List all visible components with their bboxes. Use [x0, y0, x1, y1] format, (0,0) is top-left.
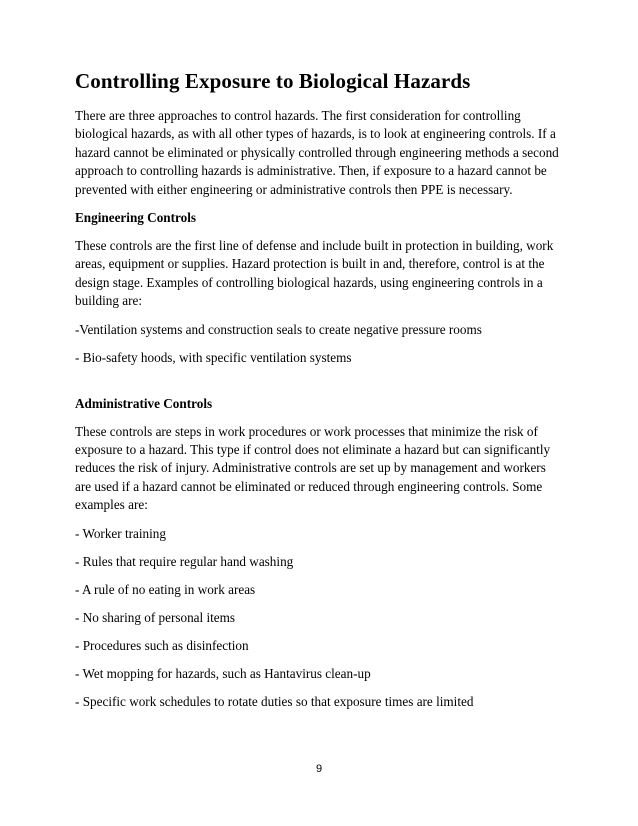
- engineering-controls-paragraph: These controls are the first line of defense and include built in protection in building, work areas, equipment or supplies. Hazard protection is built in and, therefore, control is at the design stage. Examples of controlling biological hazards, using engineering controls in a building are:: [75, 238, 554, 309]
- administrative-list-item: - A rule of no eating in work areas: [75, 581, 256, 597]
- intro-paragraph: There are three approaches to control hazards. The first consideration for controlling biological hazards, as with all other types of hazards, is to look at engineering controls. If a hazard cannot be eliminated or physically controlled through engineering methods a second approach to controlling hazards is administrative. Then, if exposure to a hazard cannot be prevented with either engineering or administrative controls then PPE is necessary.: [75, 108, 559, 197]
- administrative-list-item: - No sharing of personal items: [75, 609, 236, 625]
- administrative-list-item: - Procedures such as disinfection: [75, 637, 249, 653]
- page-content: [75, 68, 565, 721]
- engineering-list-item: -Ventilation systems and construction seals to create negative pressure rooms: [75, 321, 482, 337]
- administrative-controls-heading: Administrative Controls: [75, 395, 213, 411]
- administrative-list-item: - Wet mopping for hazards, such as Hantavirus clean-up: [75, 665, 371, 681]
- administrative-list-item: - Worker training: [75, 525, 166, 541]
- administrative-list-item: - Specific work schedules to rotate duties so that exposure times are limited: [75, 693, 474, 709]
- engineering-controls-heading: Engineering Controls: [75, 210, 197, 226]
- page-number: 9: [315, 763, 323, 775]
- administrative-controls-paragraph: These controls are steps in work procedures or work processes that minimize the risk of exposure to a hazard. This type if control does not eliminate a hazard but can significantly reduces the risk of injury. Administrative controls are set up by management and workers are used if a hazard cannot be eliminated or reduced through engineering controls. Some examples are:: [75, 423, 551, 513]
- section-spacer: [75, 377, 565, 395]
- engineering-list-item: - Bio-safety hoods, with specific ventilation systems: [75, 349, 352, 365]
- administrative-list-item: - Rules that require regular hand washing: [75, 553, 294, 569]
- page-title: Controlling Exposure to Biological Hazards: [75, 69, 471, 93]
